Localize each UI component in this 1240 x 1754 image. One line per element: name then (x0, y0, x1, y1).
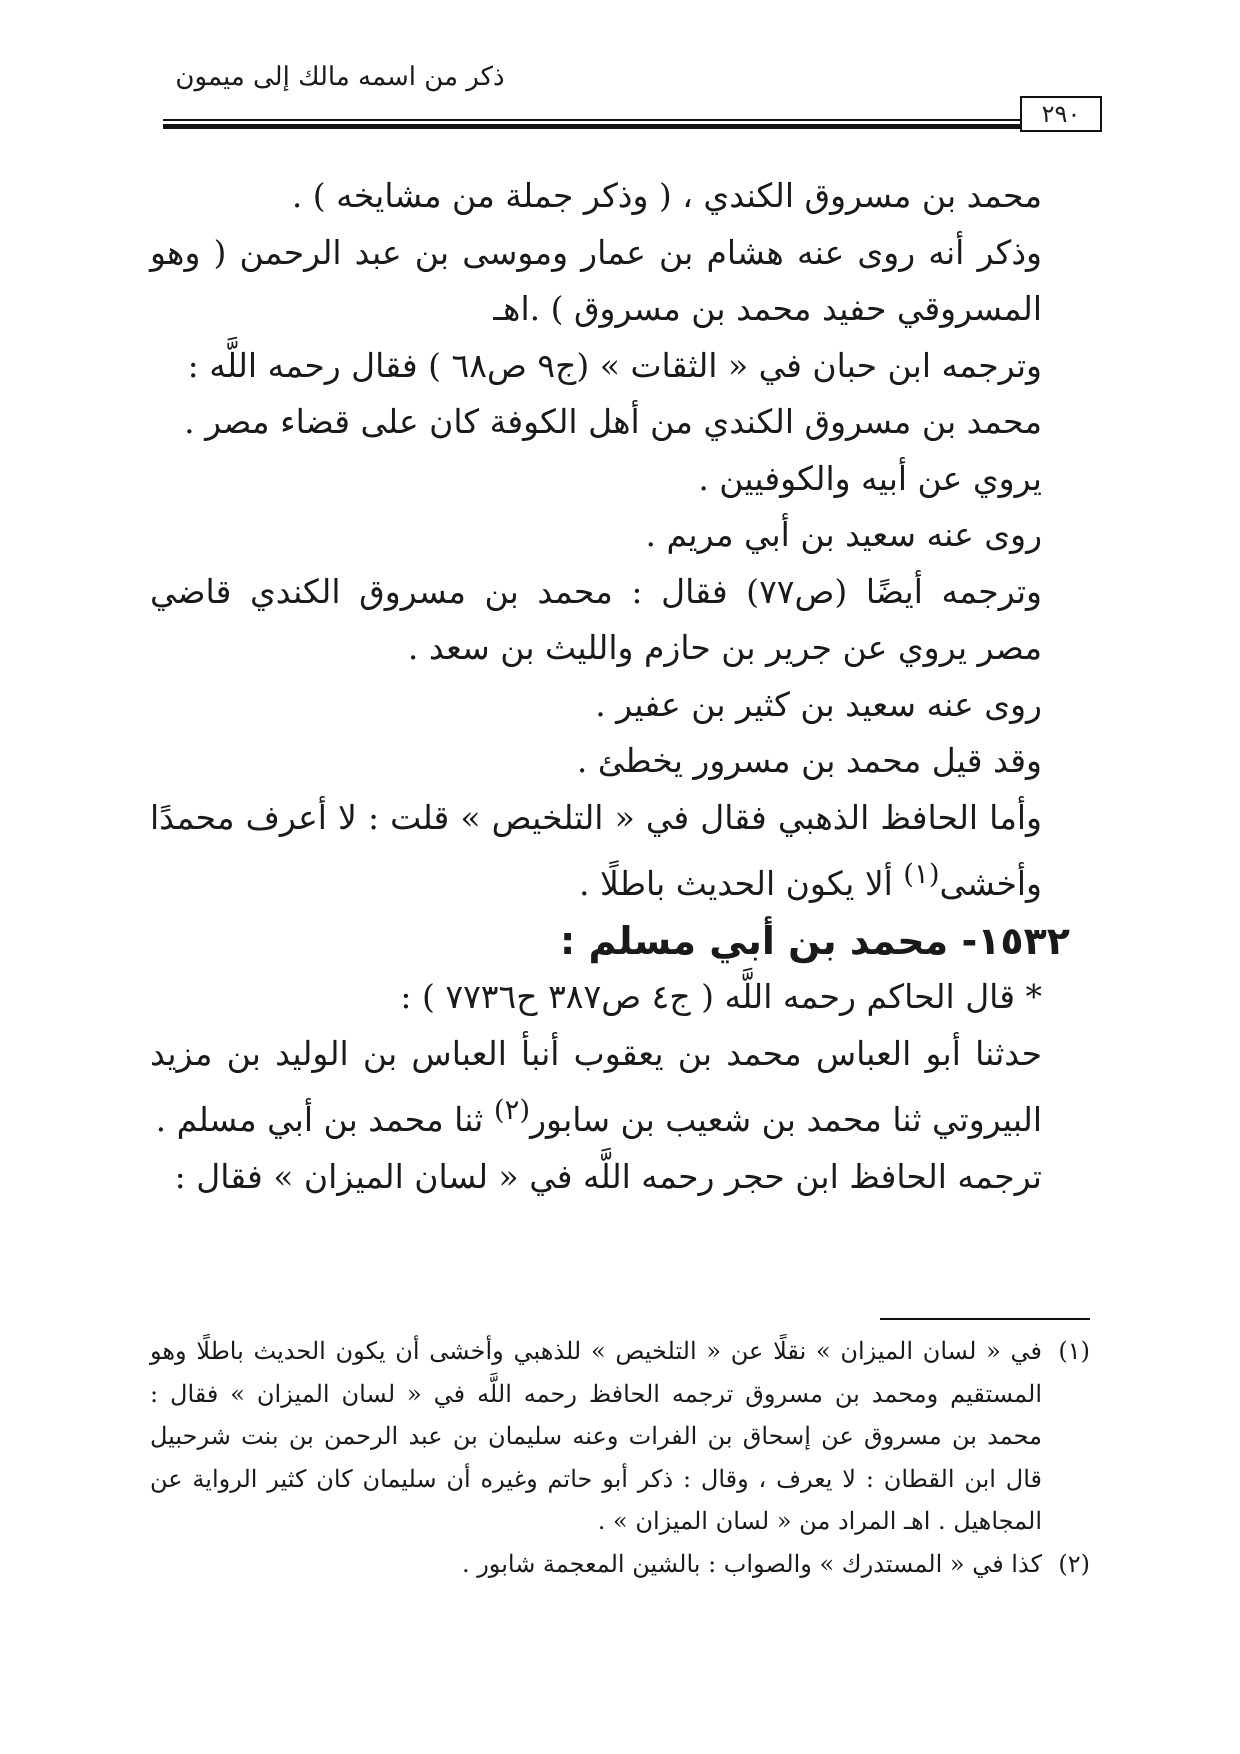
paragraph: محمد بن مسروق الكندي من أهل الكوفة كان على قضاء مصر . (184, 402, 1042, 441)
paragraph (150, 1026, 1090, 1149)
footnote-separator (880, 1318, 1090, 1320)
paragraph: وترجمه أيضًا (ص٧٧) فقال : محمد بن مسروق الكندي قاضي مصر يروي عن جرير بن حازم والليث بن سعد . (150, 571, 1042, 667)
paragraph-text: وأما الحافظ الذهبي فقال في « التلخيص » قلت : لا أعرف محمدًا وأخشى (150, 797, 1042, 903)
running-title: ذكر من اسمه مالك إلى ميمون (175, 62, 505, 92)
paragraph: روى عنه سعيد بن كثير بن عفير . (595, 684, 1042, 724)
footnote (150, 1543, 1090, 1586)
footnote (150, 1330, 1090, 1543)
entry-heading: ١٥٣٢- محمد بن أبي مسلم : (560, 918, 1070, 963)
paragraph: وذكر أنه روى عنه هشام بن عمار وموسى بن عبد الرحمن ( وهو المسروقي حفيد محمد بن مسروق ) .اهـ (150, 232, 1042, 328)
paragraph-text: ألا يكون الحديث باطلًا . (579, 864, 904, 903)
footnote-number: (١) (1058, 1337, 1090, 1365)
paragraph: يروي عن أبيه والكوفيين . (698, 458, 1042, 498)
footnote-number: (٢) (1058, 1549, 1090, 1578)
footnote-text: في « لسان الميزان » نقلًا عن « التلخيص » للذهبي وأخشى أن يكون الحديث باطلًا وهو المستقيم ومحمد بن مسروق ترجمه الحافظ رحمه اللَّه في « لسان الميزان » فقال : محمد بن مسروق عن إسحاق بن الفرات وعنه سليمان بن عبد الرحمن بن بنت شرحبيل قال ابن القطان : لا يعرف ، وقال : ذكر أبو حاتم وغيره أن سليمان كان كثير الرواية عن المجاهيل . اهـ المراد من « لسان الميزان » . (150, 1337, 1042, 1535)
paragraph-text: حدثنا أبو العباس محمد بن يعقوب أنبأ العباس بن الوليد بن مزيد البيروتي ثنا محمد بن شعيب بن سابور (150, 1033, 1042, 1139)
main-text (150, 168, 1090, 1205)
paragraph: * قال الحاكم رحمه اللَّه ( ج٤ ص٣٨٧ ح٧٧٣٦ ) : (400, 977, 1042, 1016)
paragraph: وترجمه ابن حبان في « الثقات » (ج٩ ص٦٨ ) فقال رحمه اللَّه : (187, 345, 1042, 385)
paragraph (150, 790, 1090, 913)
footnote-reference: (٢) (493, 1094, 531, 1126)
header-rule-thick (163, 124, 1020, 129)
paragraph-text: ثنا محمد بن أبي مسلم . (155, 1100, 494, 1139)
page-number: ٢٩٠ (1020, 96, 1102, 132)
footnotes (150, 1330, 1090, 1585)
paragraph: روى عنه سعيد بن أبي مريم . (645, 515, 1042, 554)
paragraph: محمد بن مسروق الكندي ، ( وذكر جملة من مشايخه ) . (291, 176, 1042, 215)
footnote-text: كذا في « المستدرك » والصواب : بالشين المعجمة شابور . (461, 1549, 1042, 1578)
footnote-reference: (١) (903, 858, 940, 890)
paragraph: وقد قيل محمد بن مسرور يخطئ . (576, 741, 1042, 780)
paragraph: ترجمه الحافظ ابن حجر رحمه اللَّه في « لسان الميزان » فقال : (174, 1156, 1042, 1196)
header-rule-thin (163, 119, 1020, 121)
